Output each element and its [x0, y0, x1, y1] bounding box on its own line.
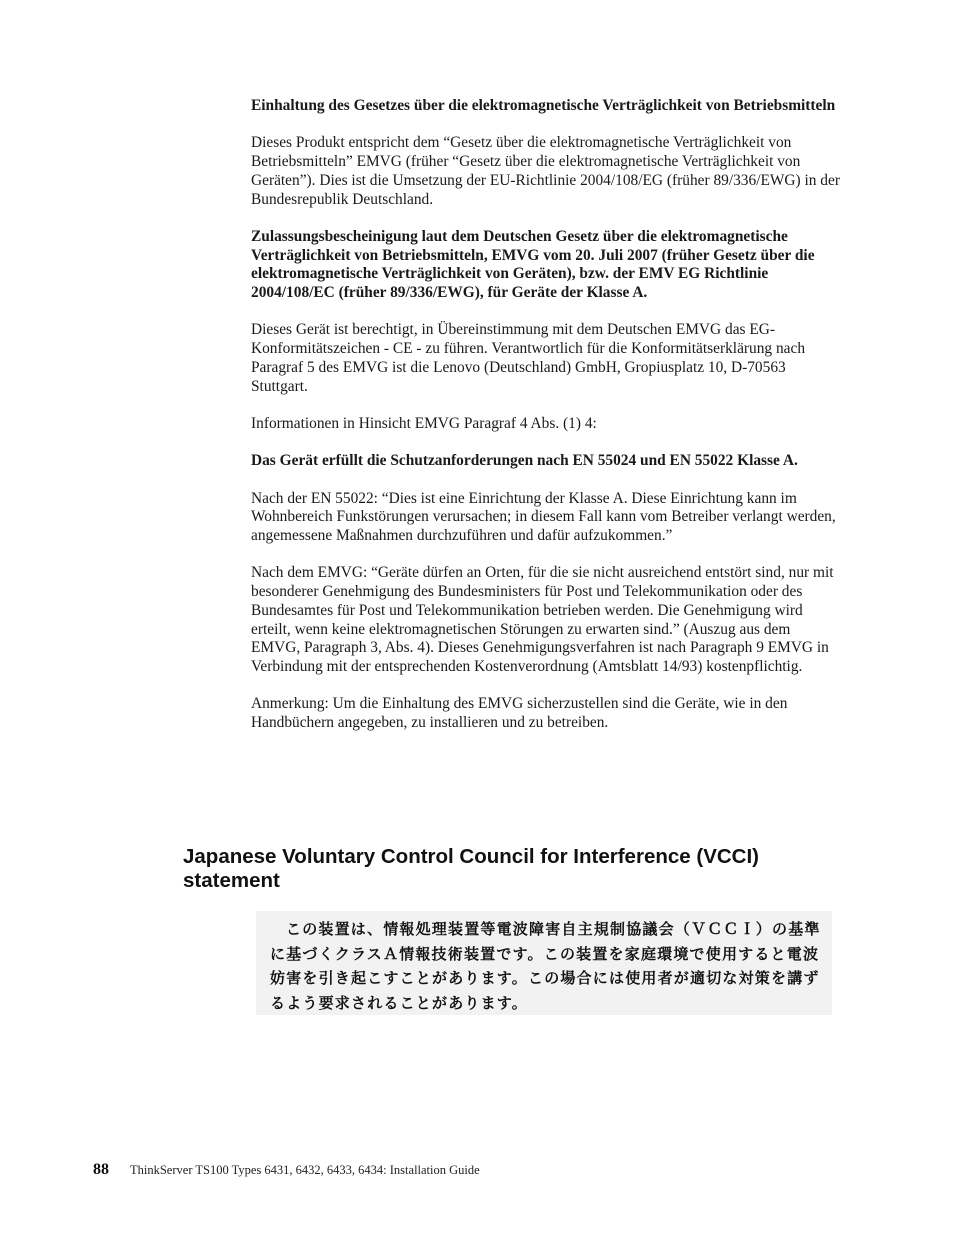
emvg-conformity-paragraph: Dieses Produkt entspricht dem “Gesetz über die elektromagnetische Verträglichkeit von Betriebsmitteln” EMVG (früher “Gesetz über die elektromagnetische Verträglichkeit von Geräten”). Dies ist die Umsetzung der EU-Richtlinie 2004/108/EG (früher 89/336/EWG) in der Bundesrepublik Deutschland. — [251, 134, 840, 208]
vcci-notice-line: この装置は、情報処理装置等電波障害自主規制協議会（ＶＣＣＩ）の基準 — [286, 920, 821, 938]
vcci-notice-image — [256, 911, 832, 1015]
page-number: 88 — [93, 1161, 109, 1178]
emvg-approval-heading: Zulassungsbescheinigung laut dem Deutschen Gesetz über die elektromagnetische Verträglichkeit von Betriebsmitteln, EMVG vom 20. Juli 2007 (früher Gesetz über die elektromagnetische Verträglichkeit von Geräten), bzw. der EMV EG Richtlinie 2004/108/EC (früher 89/336/EWG), für Geräte der Klasse A. — [251, 227, 815, 301]
vcci-section-heading: Japanese Voluntary Control Council for Interference (VCCI) statement — [183, 845, 759, 892]
note-paragraph: Anmerkung: Um die Einhaltung des EMVG sicherzustellen sind die Geräte, wie in den Handbüchern angegeben, zu installieren und zu betreiben. — [251, 695, 788, 732]
en55024-heading: Das Gerät erfüllt die Schutzanforderungen nach EN 55024 und EN 55022 Klasse A. — [251, 452, 798, 470]
emvg-compliance-heading: Einhaltung des Gesetzes über die elektromagnetische Verträglichkeit von Betriebsmitteln — [251, 97, 836, 114]
en55022-paragraph: Nach der EN 55022: “Dies ist eine Einrichtung der Klasse A. Diese Einrichtung kann im Wohnbereich Funkstörungen verursachen; in diesem Fall kann vom Betreiber verlangt werden, angemessene Maßnahmen durchzuführen und dafür aufzukommen.” — [251, 489, 836, 545]
vcci-notice-line: るよう要求されることがあります。 — [270, 993, 529, 1012]
vcci-notice-line: 妨害を引き起こすことがあります。この場合には使用者が適切な対策を講ず — [270, 969, 820, 987]
emvg-info-paragraph: Informationen in Hinsicht EMVG Paragraf 4 Abs. (1) 4: — [251, 414, 597, 432]
main-content — [251, 97, 843, 751]
page-footer — [93, 1161, 853, 1179]
ce-mark-paragraph: Dieses Gerät ist berechtigt, in Übereinstimmung mit dem Deutschen EMVG das EG-Konformitätszeichen - CE - zu führen. Verantwortlich für die Konformitätserklärung nach Paragraf 5 des EMVG ist die Lenovo (Deutschland) GmbH, Gropiusplatz 10, D-70563 Stuttgart. — [251, 321, 806, 395]
vcci-notice-line: に基づくクラスＡ情報技術装置です。この装置を家庭環境で使用すると電波 — [270, 944, 820, 963]
emvg-quote-paragraph: Nach dem EMVG: “Geräte dürfen an Orten, für die sie nicht ausreichend entstört sind, nur mit besonderer Genehmigung des Bundesministers für Post und Telekommunikation oder des Bundesamtes für Post und Telekommunikation betrieben werden. Die Genehmigung wird erteilt, wenn keine elektromagnetischen Störungen zu erwarten sind.” (Auszug aus dem EMVG, Paragraph 3, Abs. 4). Dieses Genehmigungsverfahren ist nach Paragraph 9 EMVG in Verbindung mit der entsprechenden Kostenverordnung (Amtsblatt 14/93) kostenpflichtig. — [251, 564, 834, 675]
footer-document-title: ThinkServer TS100 Types 6431, 6432, 6433, 6434: Installation Guide — [130, 1163, 480, 1177]
